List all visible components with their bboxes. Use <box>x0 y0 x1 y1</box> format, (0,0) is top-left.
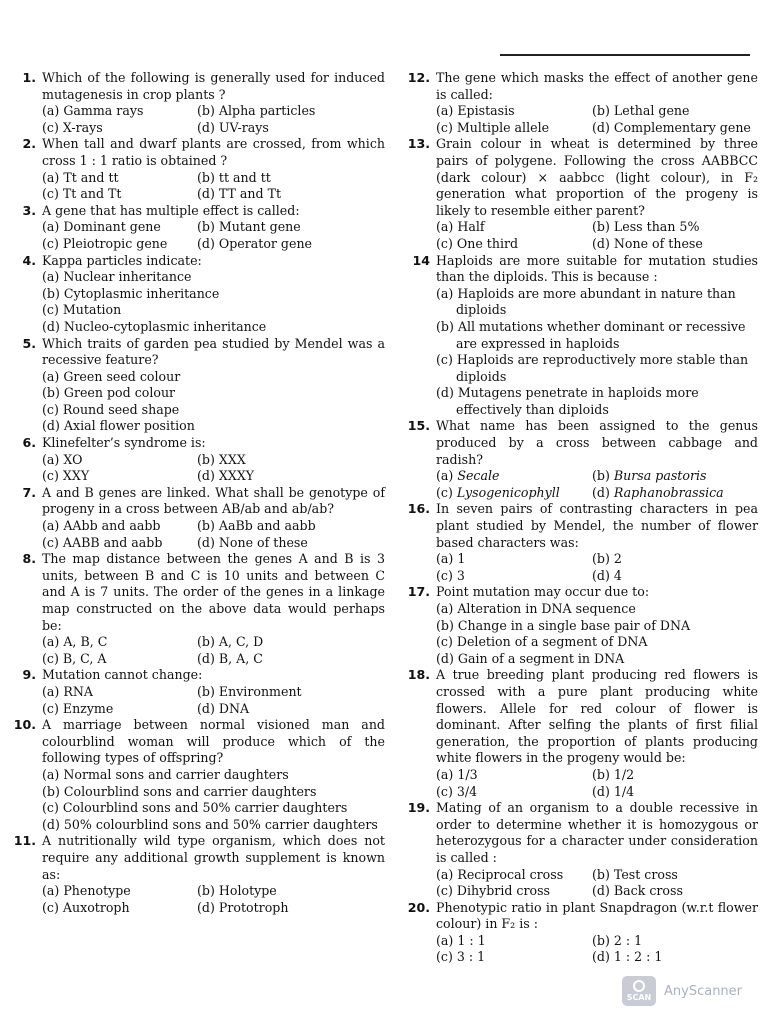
options <box>42 103 385 136</box>
option: (c) 3 : 1 <box>436 949 486 965</box>
question-18 <box>404 667 758 800</box>
option: (d) Back cross <box>592 883 683 899</box>
option: (a) Nuclear inheritance <box>42 269 192 285</box>
question-text: Mating of an organism to a double recessive in order to determine whether it is homozygous or heterozygous for a character under consideration is called : <box>436 800 758 865</box>
option: (a) AAbb and aabb <box>42 518 161 534</box>
question-11 <box>10 833 385 916</box>
options <box>436 767 758 800</box>
options <box>436 601 758 667</box>
option: (c) Round seed shape <box>42 401 180 417</box>
option: (d) Complementary gene <box>592 119 751 135</box>
question-text: Klinefelter’s syndrome is: <box>42 435 206 451</box>
option: (a) Green seed colour <box>42 368 181 384</box>
option: (d) Operator gene <box>197 235 313 251</box>
question-number: 1. <box>22 70 36 85</box>
option: (b) tt and tt <box>197 169 271 185</box>
scanner-brand: AnyScanner <box>664 983 743 999</box>
options <box>436 219 758 252</box>
question-number: 9. <box>22 667 36 683</box>
option: (d) TT and Tt <box>197 186 282 202</box>
question-5 <box>10 336 385 436</box>
question-text: Which traits of garden pea studied by Mendel was a recessive feature? <box>42 335 385 368</box>
option: (a) Tt and tt <box>42 169 119 185</box>
question-text: A and B genes are linked. What shall be genotype of progeny in a cross between AB/ab and ab/ab? <box>42 484 385 517</box>
option: (d) UV-rays <box>197 119 269 135</box>
question-16 <box>404 501 758 584</box>
option: (c) Dihybrid cross <box>436 883 550 899</box>
question-14 <box>404 253 758 419</box>
option: (c) X-rays <box>42 119 103 135</box>
option: (a) Normal sons and carrier daughters <box>42 766 289 782</box>
option: (d) 4 <box>592 567 622 583</box>
option: (a) 1/3 <box>436 766 478 782</box>
option: (a) Epistasis <box>436 103 515 119</box>
option: (d) XXXY <box>197 468 255 484</box>
options <box>436 867 758 900</box>
option: (b) 1/2 <box>592 766 635 782</box>
question-text: In seven pairs of contrasting characters in pea plant studied by Mendel, the number of flower based characters was: <box>436 501 758 550</box>
option: (d) Raphanobrassica <box>592 484 724 500</box>
options <box>436 551 758 584</box>
option: (b) Lethal gene <box>592 103 690 119</box>
option: (a) Gamma rays <box>42 103 144 119</box>
option: (b) All mutations whether dominant or recessive are expressed in haploids <box>436 318 746 351</box>
question-number: 2. <box>22 136 36 152</box>
question-10 <box>10 717 385 833</box>
question-number: 8. <box>22 551 36 567</box>
options <box>42 883 385 916</box>
question-3 <box>10 203 385 253</box>
option: (d) 50% colourblind sons and 50% carrier daughters <box>42 816 378 832</box>
question-number: 10. <box>13 717 36 733</box>
question-text: The gene which masks the effect of another gene is called: <box>436 70 758 102</box>
right-column <box>404 70 758 966</box>
question-text: A gene that has multiple effect is called: <box>42 202 300 218</box>
option: (a) A, B, C <box>42 634 108 650</box>
option: (a) Reciprocal cross <box>436 866 564 882</box>
option: (b) Alpha particles <box>197 103 316 119</box>
option: (c) Mutation <box>42 302 122 318</box>
option: (c) Deletion of a segment of DNA <box>436 634 648 650</box>
option: (c) B, C, A <box>42 650 107 666</box>
option: (a) Phenotype <box>42 883 131 899</box>
question-text: Grain colour in wheat is determined by three pairs of polygene. Following the cross AABBCC (dark colour) × aabbcc (light colour), in F₂ generation what proportion of the progeny is likely to resemble either parent? <box>436 136 758 218</box>
question-text: Mutation cannot change: <box>42 667 203 683</box>
option: (c) Enzyme <box>42 700 114 716</box>
question-number: 13. <box>407 136 430 152</box>
option: (c) 3/4 <box>436 783 478 799</box>
option: (d) 1 : 2 : 1 <box>592 949 663 965</box>
question-number: 6. <box>22 435 36 451</box>
question-15 <box>404 418 758 501</box>
option: (b) Colourblind sons and carrier daughters <box>42 783 317 799</box>
option: (a) 1 <box>436 551 466 567</box>
option: (b) Bursa pastoris <box>592 468 707 484</box>
left-column <box>10 70 385 916</box>
question-6 <box>10 435 385 485</box>
option: (c) 3 <box>436 567 465 583</box>
option: (c) Multiple allele <box>436 119 550 135</box>
option: (d) None of these <box>197 534 308 550</box>
option: (a) 1 : 1 <box>436 932 486 948</box>
option: (d) Nucleo-cytoplasmic inheritance <box>42 318 267 334</box>
options <box>42 269 385 335</box>
option: (b) XXX <box>197 451 246 467</box>
question-text: When tall and dwarf plants are crossed, from which cross 1 : 1 ratio is obtained ? <box>42 136 385 168</box>
question-text: Phenotypic ratio in plant Snapdragon (w.r.t flower colour) in F₂ is : <box>436 899 758 932</box>
question-17 <box>404 584 758 667</box>
question-7 <box>10 485 385 551</box>
question-number: 12. <box>407 70 430 85</box>
question-number: 14 <box>412 252 430 268</box>
option: (a) Alteration in DNA sequence <box>436 601 636 616</box>
question-text: The map distance between the genes A and B is 3 units, between B and C is 10 units and between C and A is 7 units. The order of the genes in a linkage map constructed on the above data would perhaps be: <box>42 551 385 633</box>
option: (c) XXY <box>42 468 90 484</box>
question-number: 17. <box>407 584 430 600</box>
option: (a) Half <box>436 219 485 235</box>
options <box>436 468 758 501</box>
question-12 <box>404 70 758 136</box>
options <box>42 452 385 485</box>
question-number: 7. <box>22 484 36 500</box>
scan-logo-icon: SCAN <box>622 976 656 1006</box>
question-19 <box>404 800 758 900</box>
question-text: Haploids are more suitable for mutation studies than the diploids. This is because : <box>436 252 758 285</box>
question-number: 16. <box>407 501 430 517</box>
option: (d) B, A, C <box>197 650 263 666</box>
option: (a) Dominant gene <box>42 219 161 235</box>
options <box>42 369 385 435</box>
options <box>42 684 385 717</box>
option: (c) Auxotroph <box>42 899 130 915</box>
question-4 <box>10 253 385 336</box>
option: (b) Change in a single base pair of DNA <box>436 617 691 633</box>
question-text: A marriage between normal visioned man and colourblind woman will produce which of the following types of offspring? <box>42 717 385 766</box>
option: (d) Prototroph <box>197 899 289 915</box>
option: (a) Haploids are more abundant in nature than diploids <box>436 285 736 318</box>
question-8 <box>10 551 385 667</box>
option: (a) RNA <box>42 683 93 699</box>
option: (b) A, C, D <box>197 634 264 650</box>
question-text: A nutritionally wild type organism, which does not require any additional growth supplement is known as: <box>42 833 385 882</box>
option: (d) Gain of a segment in DNA <box>436 650 625 666</box>
question-number: 3. <box>22 202 36 218</box>
question-text: Kappa particles indicate: <box>42 252 202 268</box>
question-2 <box>10 136 385 202</box>
option: (b) Environment <box>197 683 302 699</box>
options <box>42 219 385 252</box>
question-9 <box>10 667 385 717</box>
option: (b) Test cross <box>592 866 678 882</box>
scanner-watermark <box>622 976 742 1006</box>
option: (d) Mutagens penetrate in haploids more effectively than diploids <box>436 385 699 417</box>
question-13 <box>404 136 758 252</box>
option: (c) Haploids are reproductively more stable than diploids <box>436 352 749 384</box>
question-text: What name has been assigned to the genus produced by a cross between cabbage and radish? <box>436 418 758 467</box>
option: (c) Lysogenicophyll <box>436 484 560 500</box>
option: (d) Axial flower position <box>42 418 195 434</box>
option: (c) Pleiotropic gene <box>42 235 168 251</box>
option: (d) None of these <box>592 235 703 251</box>
question-text: Point mutation may occur due to: <box>436 584 650 600</box>
option: (d) DNA <box>197 700 250 716</box>
option: (b) Mutant gene <box>197 219 301 235</box>
option: (b) Cytoplasmic inheritance <box>42 285 220 301</box>
options <box>436 933 758 966</box>
option: (a) XO <box>42 451 83 467</box>
question-number: 18. <box>407 667 430 683</box>
top-rule <box>500 54 750 56</box>
question-number: 15. <box>407 418 430 434</box>
options <box>42 518 385 551</box>
question-number: 11. <box>13 833 36 849</box>
options <box>436 286 758 419</box>
question-20 <box>404 900 758 966</box>
question-text: Which of the following is generally used for induced mutagenesis in crop plants ? <box>42 70 385 102</box>
question-text: A true breeding plant producing red flowers is crossed with a pure plant producing white flowers. Allele for red colour of flower is dominant. After selfing the plants of first filial generation, the proportion of plants producing white flowers in the progeny would be: <box>436 667 758 766</box>
option: (b) Holotype <box>197 883 277 899</box>
question-number: 4. <box>22 252 36 268</box>
option: (b) 2 : 1 <box>592 932 643 948</box>
option: (b) 2 <box>592 551 622 567</box>
option: (b) AaBb and aabb <box>197 518 316 534</box>
option: (c) AABB and aabb <box>42 534 163 550</box>
option: (c) One third <box>436 235 519 251</box>
question-number: 5. <box>22 335 36 351</box>
options <box>42 767 385 833</box>
option: (c) Colourblind sons and 50% carrier daughters <box>42 800 348 816</box>
options <box>436 103 758 136</box>
option: (b) Green pod colour <box>42 385 176 401</box>
question-1 <box>10 70 385 136</box>
option: (c) Tt and Tt <box>42 186 122 202</box>
option: (a) Secale <box>436 468 500 484</box>
options <box>42 634 385 667</box>
question-number: 20. <box>407 899 430 915</box>
option: (b) Less than 5% <box>592 219 700 235</box>
options <box>42 170 385 203</box>
question-number: 19. <box>407 800 430 816</box>
option: (d) 1/4 <box>592 783 635 799</box>
